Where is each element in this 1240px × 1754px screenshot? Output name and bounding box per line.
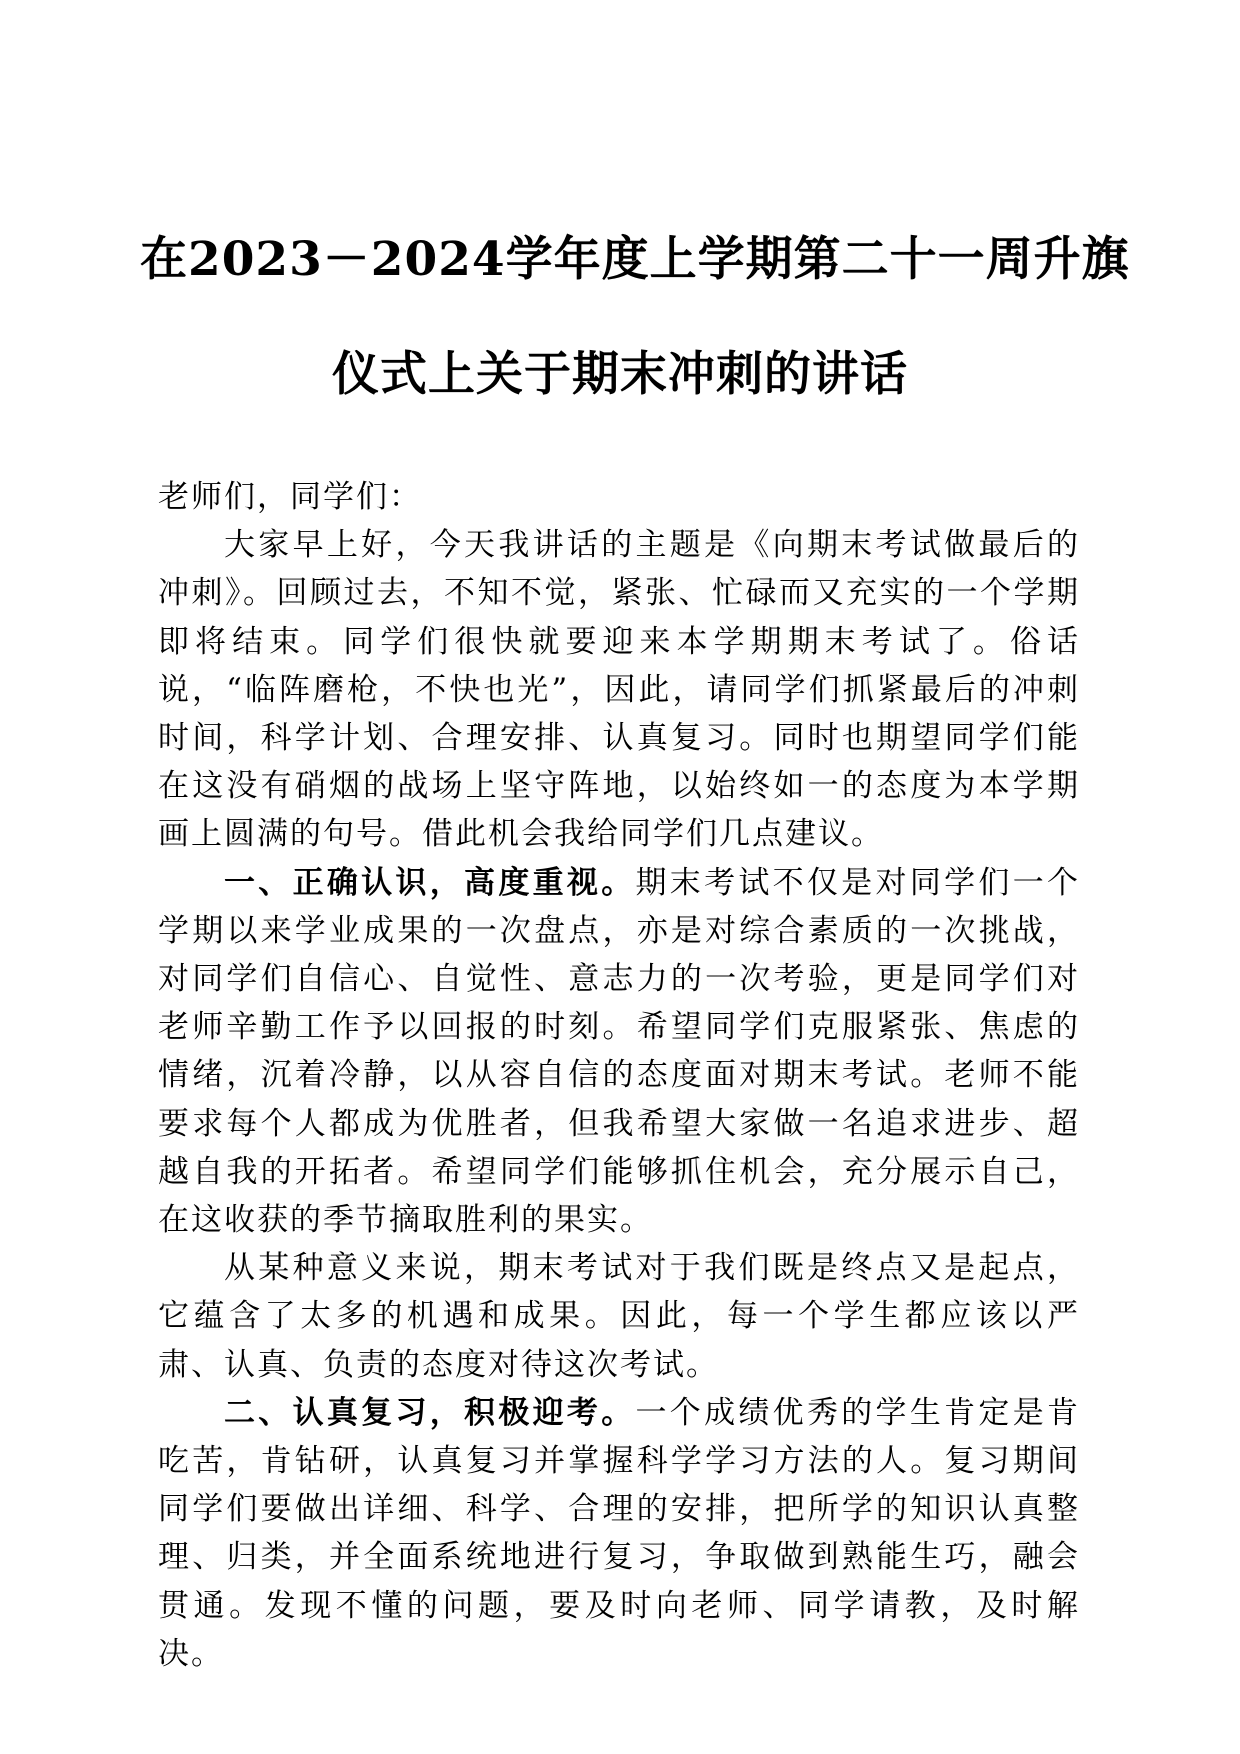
section-heading: 二、认真复习，积极迎考。 [224, 1394, 636, 1431]
paragraph-section-two [158, 1389, 1080, 1678]
paragraph-intro [158, 521, 1080, 858]
paragraph-text: 期末考试不仅是对同学们一个学期以来学业成果的一次盘点，亦是对综合素质的一次挑战，对同学们自信心、自觉性、意志力的一次考验，更是同学们对老师辛勤工作予以回报的时刻。希望同学们克服紧张、焦虑的情绪，沉着冷静，以从容自信的态度面对期末考试。老师不能要求每个人都成为优胜者，但我希望大家做一名追求进步、超越自我的开拓者。希望同学们能够抓住机会，充分展示自己，在这收获的季节摘取胜利的果实。 [158, 864, 1080, 1239]
paragraph-section-one [158, 859, 1080, 1245]
paragraph-text: 从某种意义来说，期末考试对于我们既是终点又是起点，它蕴含了太多的机遇和成果。因此，每一个学生都应该以严肃、认真、负责的态度对待这次考试。 [158, 1250, 1080, 1383]
document-title-line-1: 在2023－2024学年度上学期第二十一周升旗 [140, 232, 1130, 287]
salutation: 老师们，同学们： [158, 479, 422, 515]
section-heading: 一、正确认识，高度重视。 [224, 864, 636, 901]
paragraph-significance [158, 1244, 1080, 1389]
paragraph-text: 一个成绩优秀的学生肯定是肯吃苦，肯钻研，认真复习并掌握科学学习方法的人。复习期间同学们要做出详细、科学、合理的安排，把所学的知识认真整理、归类，并全面系统地进行复习，争取做到熟能生巧，融会贯通。发现不懂的问题，要及时向老师、同学请教，及时解决。 [158, 1394, 1080, 1672]
document-body [158, 473, 1080, 1678]
paragraph-text: 大家早上好，今天我讲话的主题是《向期末考试做最后的冲刺》。回顾过去，不知不觉，紧张、忙碌而又充实的一个学期即将结束。同学们很快就要迎来本学期期末考试了。俗话说，“临阵磨枪，不快也光”，因此，请同学们抓紧最后的冲刺时间，科学计划、合理安排、认真复习。同时也期望同学们能在这没有硝烟的战场上坚守阵地，以始终如一的态度为本学期画上圆满的句号。借此机会我给同学们几点建议。 [158, 527, 1080, 853]
document-title-line-2: 仪式上关于期末冲刺的讲话 [332, 347, 908, 402]
